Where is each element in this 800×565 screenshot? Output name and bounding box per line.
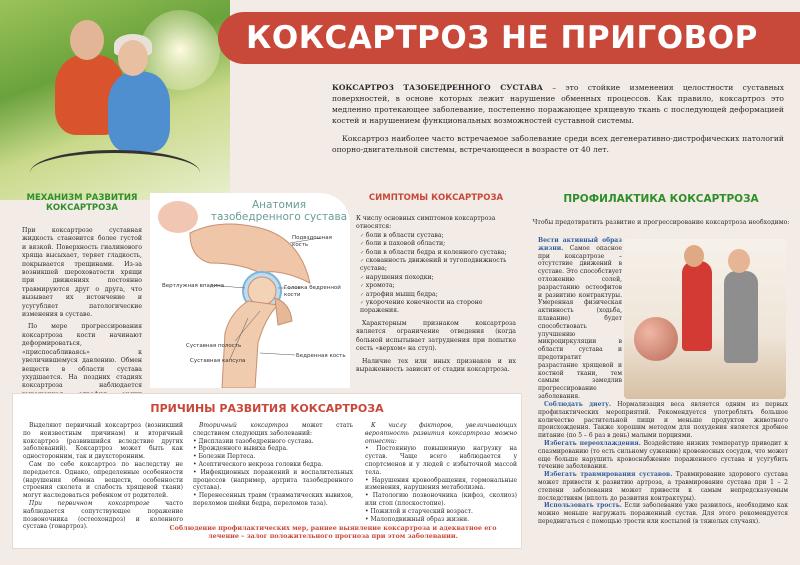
label-capsule: Суставная капсула <box>190 358 246 364</box>
list-item: ✓ боли в паховой области; <box>360 240 516 248</box>
prevention-title: ПРОФИЛАКТИКА КОКСАРТРОЗА <box>563 193 759 205</box>
list-item: • Асептического некроза головки бедра. <box>193 461 353 469</box>
list-item: • Малоподвижный образ жизни. <box>365 516 517 524</box>
list-item: • Постоянную повышенную нагрузку на сустав. Чаще всего наблюдается у спортсменов и у людей с избыточной массой тела. <box>365 445 517 476</box>
label-subchondral: Подвздошная кость <box>292 235 332 248</box>
prevention-active-title: Вести активный образ жизни. <box>538 237 622 252</box>
intro-paragraph-1: КОКСАРТРОЗ ТАЗОБЕДРЕННОГО СУСТАВА – это стойкие изменения целостности суставных поверхностей, в основе которых лежит нарушение обменных процессов. Как правило, коксартроз это медленно протекающее заболевание, постепенно поражающее хрящевую ткань с последующей деформацией костей и нарушением функциональных возможностей суставной системы. <box>332 83 784 125</box>
prevention-injury: Избегать травмирования суставов. Травмирование здорового сустава может привести к развитию артроза, а травмирование сустава при 1 – 2 степени заболевания может привести к самым непредсказуемым последствиям (вплоть до развития контрактуры). <box>538 471 788 502</box>
intro-paragraph-2: Коксартроз наиболее часто встречаемое заболевание среди всех дегенеративно-дистрофических патологий опорно-двигательной системы, встречающееся в возрасте от 40 лет. <box>332 134 784 154</box>
woman-head <box>118 40 148 76</box>
list-item: • Перенесенных травм (травматических вывихов, переломов шейки бедра, переломов таза). <box>193 492 353 508</box>
label-acetabulum: Вертлужная впадина <box>162 283 225 289</box>
woman-exercising <box>682 261 712 351</box>
fitness-ball <box>634 317 678 361</box>
label-femoral-head: Головка бедренной кости <box>284 285 341 298</box>
prevention-cane: Использовать трость. Если заболевание уже развилось, необходимо как можно меньше нагружать пораженный сустав. Для этого рекомендуется передвигаться с помощью трости или костылей (в тяжелых случаях). <box>538 502 788 525</box>
causes-title: ПРИЧИНЫ РАЗВИТИЯ КОКСАРТРОЗА <box>150 402 384 415</box>
causes-column-2: Вторичный коксартроз может стать следствием следующих заболеваний: • Дисплазии тазобедренного сустава. • Врожденного вывиха бедра. • Болезни Пертеса. • Асептического некроза головки бедра. • Инфекционных поражений и воспалительных процессов (например, артрита тазобедренного сустава). • Перенесенных травм (травматических вывихов, переломов шейки бедра, переломов таза). <box>193 422 353 508</box>
list-item: • Патологию позвоночника (кифоз, сколиоз) или стоп (плоскостопие). <box>365 492 517 508</box>
symptoms-lead: К числу основных симптомов коксартроза относятся: <box>356 215 496 231</box>
prevention-active-text: Вести активный образ жизни. Самое опасное при коксартрозе – отсутствие движений в суставе. Это способствует отложению солей, разрастанию остеофитов и развитию контрактуры. Умеренная физическая активность (ходьба, плавание) будет способствовать улучшению микроциркуляции в области сустава и предотвратит разрастание хрящевой и костной ткани, тем самым замедлив прогрессирование заболевания. <box>538 237 622 400</box>
mechanism-section <box>22 193 142 408</box>
causes-column-3: К числу факторов, увеличивающих вероятность развития коксартроза можно отнести: • Постоянную повышенную нагрузку на сустав. Чаще всего наблюдается у спортсменов и у людей с избыточной массой тела. • Нарушения кровообращения, гормональные изменения, нарушения метаболизма. • Патологию позвоночника (кифоз, сколиоз) или стоп (плоскостопие). • Пожилой и старческий возраст. • Малоподвижный образ жизни. <box>365 422 517 523</box>
list-item: ✓ боли в области сустава; <box>360 232 516 240</box>
intro-term: КОКСАРТРОЗ ТАЗОБЕДРЕННОГО СУСТАВА <box>332 83 543 92</box>
exercise-couple-photo <box>624 239 786 399</box>
prevention-cold: Избегать переохлаждения. Воздействие низких температур приводит к спазмированию (то есть сильному сужению) кровеносных сосудов, что может еще больше нарушить кровоснабжение пораженного сустава и усугубить течение заболевания. <box>538 439 789 471</box>
list-item: ✓ нарушения походки; <box>360 274 516 282</box>
causes-column-1: Выделяют первичный коксартроз (возникший по неизвестным причинам) и вторичный коксартроз (развившийся вследствие других заболеваний). Коксартроз может быть как односторонним, так и двухсторонним. Сам по себе коксартроз по наследству не передается. Однако, определенные особенности (нарушения обмена веществ, особенности строения скелета и слабость хрящевой ткани) могут наследоваться ребенком от родителей. При первичном коксартрозе часто наблюдается сопутствующее поражение позвоночника (остеохондроз) и коленного сустава (гонартроз). <box>23 422 183 531</box>
list-item: • Нарушения кровообращения, гормональные изменения, нарушения метаболизма. <box>365 477 517 493</box>
prevention-diet: Соблюдать диету. Нормализация веса является одним из первых профилактических мероприятий. Рекомендуется употреблять большое количество растительной пищи и меньше продуктов животного происхождения. Также хорошим методом для похудения является дробное питание (по 5 – 6 раз в день) малыми порциями. <box>538 401 789 440</box>
prevention-section <box>530 193 792 525</box>
prevention-list <box>538 401 788 526</box>
list-item: ✓ боли в области бедра и коленного сустава; <box>360 249 516 257</box>
list-item: • Инфекционных поражений и воспалительных процессов (например, артрита тазобедренного сустава). <box>193 469 353 492</box>
anatomy-title: Анатомия тазобедренного сустава <box>210 199 348 223</box>
mechanism-text: При коксартрозе суставная жидкость становится более густой и вязкой. Поверхность гиалинового хряща высыхает, теряет гладкость, покрывается трещинами. Из-за возникшей шероховатости хрящи при движениях постоянно травмируются друг о друга, что вызывает их истончение и усугубляет патологические изменения в суставе. По мере прогрессирования коксартроза кости начинают деформироваться, «приспосабливаясь» к увеличившемуся давлению. Обмен веществ в области сустава ухудшается. На поздних стадиях коксартроза наблюдается <box>22 227 142 390</box>
man-head <box>70 20 104 60</box>
list-item: • Болезни Пертеса. <box>193 453 353 461</box>
man-head <box>728 249 750 273</box>
symptoms-list <box>360 232 516 316</box>
list-item: ✓ скованность движений и тугоподвижность сустава; <box>360 257 516 274</box>
anatomy-panel <box>150 193 350 388</box>
page-title: КОКСАРТРОЗ НЕ ПРИГОВОР <box>246 20 758 56</box>
list-item: • Пожилой и старческий возраст. <box>365 508 517 516</box>
symptoms-text <box>356 215 516 374</box>
woman-figure <box>108 72 170 152</box>
bicycle-handlebar <box>30 150 200 195</box>
mechanism-title: МЕХАНИЗМ РАЗВИТИЯ КОКСАРТРОЗА <box>26 193 138 213</box>
list-item: • Дисплазии тазобедренного сустава. <box>193 438 353 446</box>
causes-footer: Соблюдение профилактических мер, раннее выявление коксартроза и адекватное его лечение – залог положительного прогноза при этом заболевании. <box>169 524 497 541</box>
label-femur: Бедренная кость <box>296 353 346 359</box>
elderly-couple-bicycle-photo <box>0 0 230 200</box>
title-banner <box>218 12 800 64</box>
symptoms-paragraph-1: Характерным признаком коксартроза является ограничение отведения (когда больной испытывает затруднения при попытке сесть «верхом» на стул). <box>356 319 516 353</box>
symptoms-section <box>356 193 516 374</box>
symptoms-paragraph-2: Наличие тех или иных признаков и их выраженность зависит от стадии коксартроза. <box>356 357 516 373</box>
intro-section <box>332 82 784 155</box>
list-item: ✓ хромота; <box>360 282 516 290</box>
man-exercising <box>724 271 758 363</box>
list-item: • Врожденного вывиха бедра. <box>193 445 353 453</box>
symptoms-title: СИМПТОМЫ КОКСАРТРОЗА <box>368 193 504 203</box>
woman-head <box>684 245 704 267</box>
causes-section <box>12 393 522 549</box>
list-item: ✓ атрофия мышц бедра; <box>360 291 516 299</box>
list-item: ✓ укорочение конечности на стороне поражения. <box>360 299 516 316</box>
risk-factors-list <box>365 445 517 523</box>
prevention-lead: Чтобы предотвратить развитие и прогрессирование коксартроза необходимо: <box>532 219 790 226</box>
label-joint-cavity: Суставная полость <box>186 343 242 349</box>
secondary-causes-list <box>193 438 353 508</box>
